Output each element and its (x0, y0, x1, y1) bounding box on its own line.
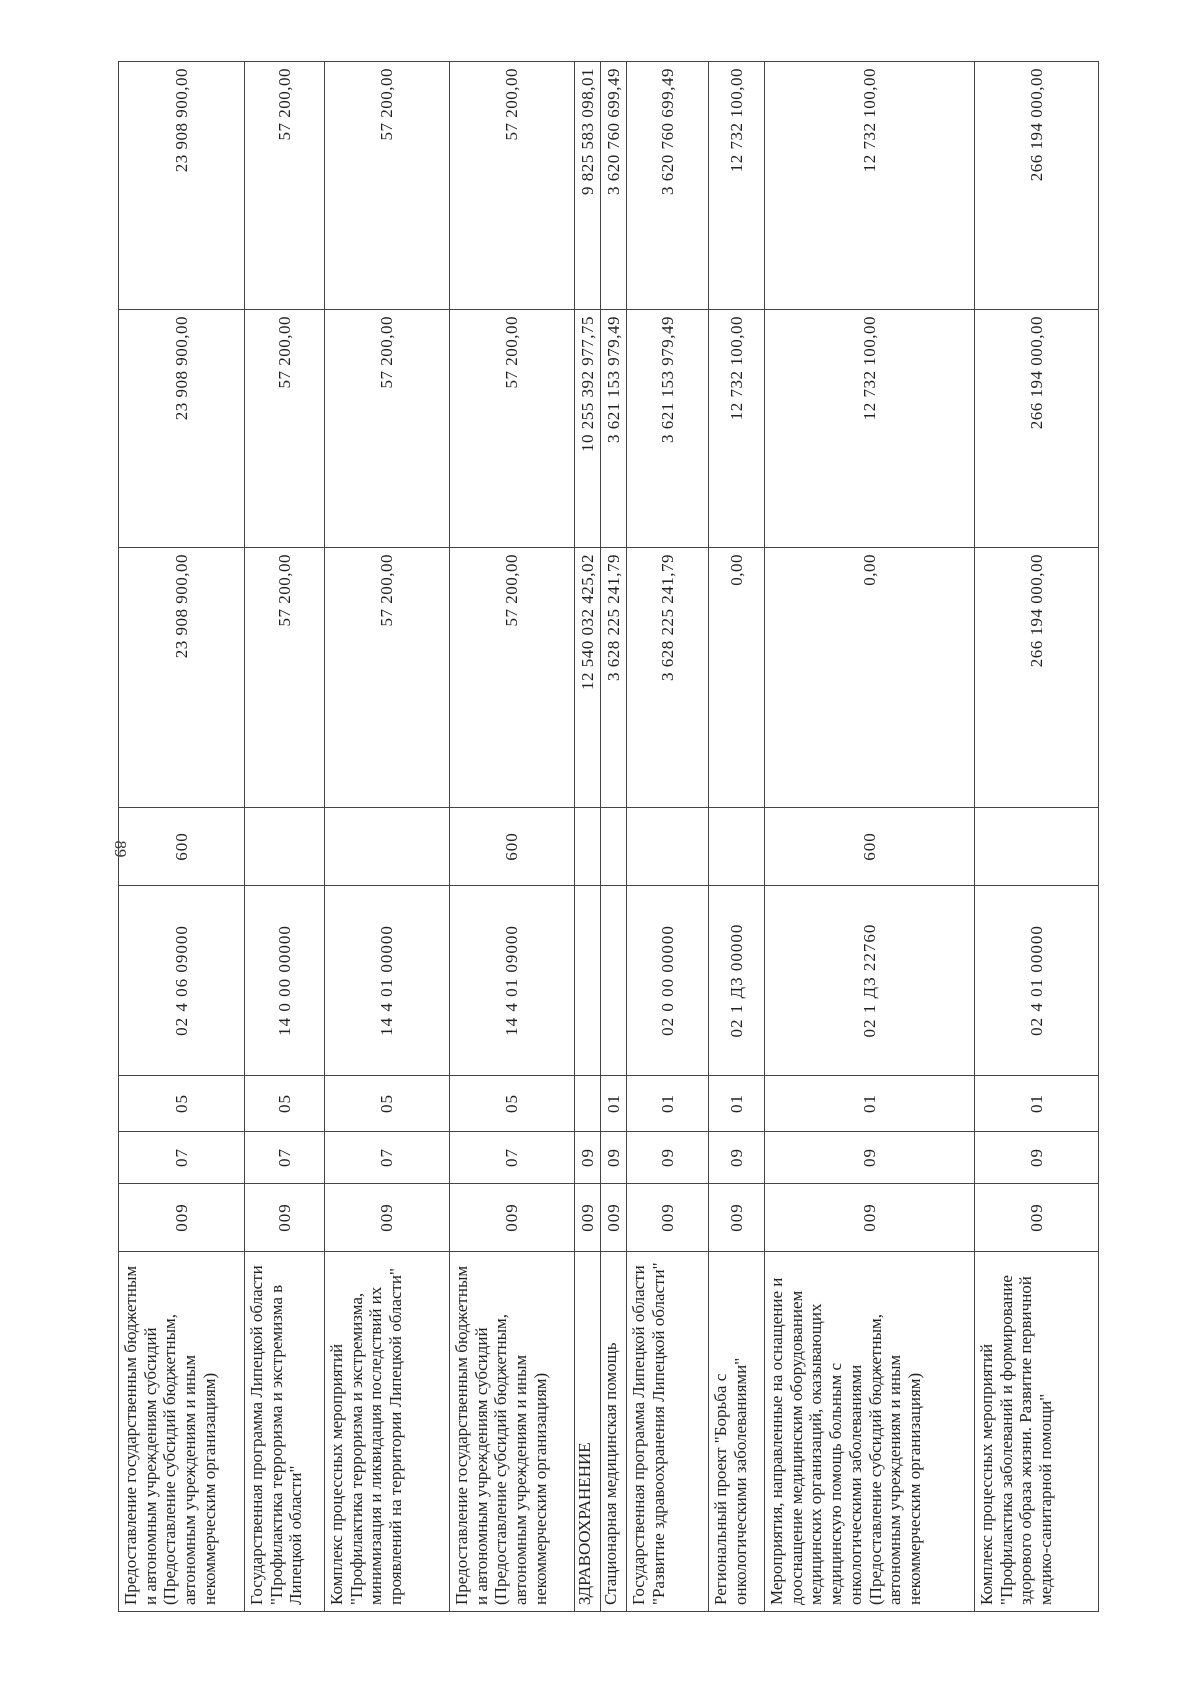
expense-type (627, 808, 709, 886)
amount-year-1: 3 628 225 241,79 (627, 548, 709, 808)
expense-type (601, 808, 627, 886)
row-name: Комплекс процессных мероприятий "Профилактика заболеваний и формирование здорового образа жизни. Развитие первичной медико-санитарной помощи" (975, 1252, 1099, 1612)
row-name: Государственная программа Липецкой области "Профилактика терроризма и экстремизма в Липецкой области" (245, 1252, 325, 1612)
amount-year-3: 266 194 000,00 (975, 62, 1099, 310)
table-row (245, 62, 325, 1612)
expense-type (245, 808, 325, 886)
expense-type (325, 808, 450, 886)
amount-year-2: 57 200,00 (245, 310, 325, 548)
section-code: 09 (575, 1132, 601, 1184)
target-article: 02 0 00 00000 (627, 886, 709, 1076)
ministry-code: 009 (450, 1184, 575, 1252)
table-row (975, 62, 1099, 1612)
row-name: Региональный проект "Борьба с онкологическими заболеваниями" (709, 1252, 765, 1612)
amount-year-1: 12 540 032 425,02 (575, 548, 601, 808)
table-row (709, 62, 765, 1612)
target-article: 14 4 01 00000 (325, 886, 450, 1076)
amount-year-1: 57 200,00 (450, 548, 575, 808)
row-name: ЗДРАВООХРАНЕНИЕ (575, 1252, 601, 1612)
amount-year-3: 12 732 100,00 (765, 62, 975, 310)
section-code: 09 (975, 1132, 1099, 1184)
ministry-code: 009 (119, 1184, 245, 1252)
amount-year-3: 57 200,00 (325, 62, 450, 310)
subsection-code: 01 (627, 1076, 709, 1132)
table-row (601, 62, 627, 1612)
subsection-code (575, 1076, 601, 1132)
target-article: 02 4 01 00000 (975, 886, 1099, 1076)
expense-type (709, 808, 765, 886)
amount-year-2: 23 908 900,00 (119, 310, 245, 548)
amount-year-1: 3 628 225 241,79 (601, 548, 627, 808)
amount-year-1: 23 908 900,00 (119, 548, 245, 808)
amount-year-3: 9 825 583 098,01 (575, 62, 601, 310)
section-code: 09 (765, 1132, 975, 1184)
target-article: 02 4 06 09000 (119, 886, 245, 1076)
target-article: 14 0 00 00000 (245, 886, 325, 1076)
table-row (627, 62, 709, 1612)
section-code: 07 (325, 1132, 450, 1184)
target-article: 02 1 Д3 00000 (709, 886, 765, 1076)
row-name: Комплекс процессных мероприятий "Профилактика терроризма и экстремизма, минимизация и ликвидация последствий их проявлений на территории Липецкой области" (325, 1252, 450, 1612)
ministry-code: 009 (709, 1184, 765, 1252)
table-row (119, 62, 245, 1612)
subsection-code: 01 (601, 1076, 627, 1132)
row-name: Мероприятия, направленные на оснащение и дооснащение медицинским оборудованием медицинских организаций, оказывающих медицинскую помощь больным с онкологическими заболеваниями (Предоставление субсидий бюджетным, автономным учреждениям и иным некоммерческим организациям) (765, 1252, 975, 1612)
subsection-code: 01 (765, 1076, 975, 1132)
expense-type: 600 (765, 808, 975, 886)
amount-year-3: 23 908 900,00 (119, 62, 245, 310)
ministry-code: 009 (765, 1184, 975, 1252)
amount-year-2: 3 621 153 979,49 (601, 310, 627, 548)
row-name: Государственная программа Липецкой области "Развитие здравоохранения Липецкой области" (627, 1252, 709, 1612)
amount-year-1: 0,00 (709, 548, 765, 808)
ministry-code: 009 (325, 1184, 450, 1252)
table-row (575, 62, 601, 1612)
table-row (765, 62, 975, 1612)
ministry-code: 009 (575, 1184, 601, 1252)
subsection-code: 05 (450, 1076, 575, 1132)
amount-year-1: 57 200,00 (245, 548, 325, 808)
row-name: Стационарная медицинская помощь (601, 1252, 627, 1612)
amount-year-3: 57 200,00 (245, 62, 325, 310)
page-number: 89 (111, 840, 130, 858)
ministry-code: 009 (601, 1184, 627, 1252)
rotated-table-wrapper (118, 62, 1098, 1612)
section-code: 09 (601, 1132, 627, 1184)
amount-year-1: 0,00 (765, 548, 975, 808)
row-name: Предоставление государственным бюджетным и автономным учреждениям субсидий (Предоставление субсидий бюджетным, автономным учреждениям и иным некоммерческим организациям) (119, 1252, 245, 1612)
amount-year-1: 266 194 000,00 (975, 548, 1099, 808)
target-article: 14 4 01 09000 (450, 886, 575, 1076)
expense-type: 600 (450, 808, 575, 886)
amount-year-2: 12 732 100,00 (765, 310, 975, 548)
ministry-code: 009 (245, 1184, 325, 1252)
expense-type: 600 (119, 808, 245, 886)
amount-year-2: 266 194 000,00 (975, 310, 1099, 548)
table-row (450, 62, 575, 1612)
amount-year-2: 10 255 392 977,75 (575, 310, 601, 548)
expense-type (575, 808, 601, 886)
section-code: 09 (627, 1132, 709, 1184)
section-code: 07 (450, 1132, 575, 1184)
target-article: 02 1 Д3 22760 (765, 886, 975, 1076)
subsection-code: 05 (325, 1076, 450, 1132)
amount-year-3: 3 620 760 699,49 (601, 62, 627, 310)
amount-year-2: 12 732 100,00 (709, 310, 765, 548)
ministry-code: 009 (975, 1184, 1099, 1252)
row-name: Предоставление государственным бюджетным и автономным учреждениям субсидий (Предоставление субсидий бюджетным, автономным учреждениям и иным некоммерческим организациям) (450, 1252, 575, 1612)
budget-table (118, 61, 1099, 1612)
subsection-code: 01 (709, 1076, 765, 1132)
target-article (575, 886, 601, 1076)
amount-year-2: 57 200,00 (450, 310, 575, 548)
amount-year-3: 12 732 100,00 (709, 62, 765, 310)
section-code: 07 (245, 1132, 325, 1184)
subsection-code: 05 (119, 1076, 245, 1132)
subsection-code: 01 (975, 1076, 1099, 1132)
section-code: 07 (119, 1132, 245, 1184)
amount-year-2: 3 621 153 979,49 (627, 310, 709, 548)
amount-year-2: 57 200,00 (325, 310, 450, 548)
subsection-code: 05 (245, 1076, 325, 1132)
target-article (601, 886, 627, 1076)
amount-year-1: 57 200,00 (325, 548, 450, 808)
amount-year-3: 3 620 760 699,49 (627, 62, 709, 310)
expense-type (975, 808, 1099, 886)
ministry-code: 009 (627, 1184, 709, 1252)
amount-year-3: 57 200,00 (450, 62, 575, 310)
section-code: 09 (709, 1132, 765, 1184)
table-row (325, 62, 450, 1612)
